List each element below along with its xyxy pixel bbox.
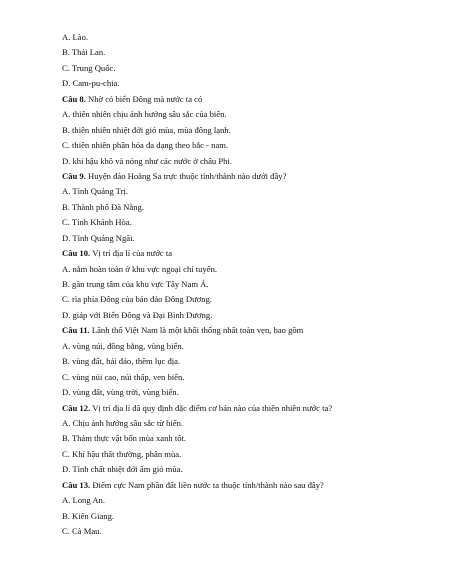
option-line: C. Trung Quốc. <box>62 62 116 73</box>
option-line: A. Tỉnh Quảng Trị. <box>62 186 128 197</box>
option-line: B. Thảm thực vật bốn mùa xanh tốt. <box>62 433 187 444</box>
question-label: Câu 12. <box>62 402 91 413</box>
question-label: Câu 9. <box>62 170 86 181</box>
option-line: C. rìa phía Đông của bán đảo Đông Dương. <box>62 294 213 305</box>
option-line: C. vùng núi cao, núi thấp, ven biển. <box>62 371 185 382</box>
option-line: D. khí hậu khô và nóng như các nước ở châu Phi. <box>62 155 232 166</box>
question-10-stem <box>62 246 430 261</box>
option-line: A. vùng núi, đồng bằng, vùng biển. <box>62 340 184 351</box>
option-line: C. Tỉnh Khánh Hòa. <box>62 217 132 228</box>
question-12-stem <box>62 401 430 416</box>
option-line: B. Thành phố Đà Nẵng. <box>62 201 144 212</box>
option-line: D. Tính chất nhiệt đới ẩm gió mùa. <box>62 464 183 475</box>
option-line: A. Chịu ảnh hưởng sâu sắc từ biển. <box>62 417 184 428</box>
option-line: C. Khí hậu thất thường, phân mùa. <box>62 448 182 459</box>
option-line: B. vùng đất, hải đảo, thềm lục địa. <box>62 356 181 367</box>
question-13-stem <box>62 478 430 493</box>
question-text: Lãnh thổ Việt Nam là một khối thống nhất toàn vẹn, bao gồm <box>91 325 304 336</box>
question-text: Vị trí địa lí đã quy định đặc điểm cơ bản nào của thiên nhiên nước ta? <box>92 402 333 413</box>
question-label: Câu 13. <box>62 479 91 490</box>
question-8-stem <box>62 92 430 107</box>
question-label: Câu 8. <box>62 93 86 104</box>
option-line: A. nằm hoàn toàn ở khu vực ngoại chí tuyến. <box>62 263 218 274</box>
question-text: Huyện đảo Hoàng Sa trực thuộc tỉnh/thành nào dưới đây? <box>88 170 287 181</box>
option-line: B. Kiên Giang. <box>62 510 115 521</box>
option-line: B. Thái Lan. <box>62 47 106 58</box>
option-line: A. Lào. <box>62 32 89 42</box>
option-line: D. vùng đất, vùng trời, vùng biển. <box>62 387 179 398</box>
question-text: Điểm cực Nam phần đất liền nước ta thuộc tỉnh/thành nào sau đây? <box>92 479 324 490</box>
question-11-stem <box>62 323 430 338</box>
option-line: D. Cam-pu-chia. <box>62 78 120 89</box>
question-text: Vị trí địa lí của nước ta <box>92 248 173 259</box>
option-line: B. gần trung tâm của khu vực Tây Nam Á. <box>62 279 209 289</box>
question-9-stem <box>62 169 430 184</box>
option-line: D. giáp với Biển Đông và Đại Bình Dương. <box>62 309 213 320</box>
question-label: Câu 11. <box>62 325 90 336</box>
option-line: B. thiên nhiên nhiệt đới gió mùa, mùa đông lạnh. <box>62 124 231 135</box>
option-line: C. thiên nhiên phân hóa đa dạng theo bắc - nam. <box>62 140 229 151</box>
option-line: A. thiên nhiên chịu ảnh hưởng sâu sắc của biển. <box>62 109 227 120</box>
option-line: A. Long An. <box>62 495 105 506</box>
option-line: D. Tỉnh Quảng Ngãi. <box>62 232 135 243</box>
question-text: Nhờ có biển Đông mà nước ta có <box>88 93 203 104</box>
option-line: C. Cà Mau. <box>62 526 102 536</box>
question-label: Câu 10. <box>62 248 91 259</box>
